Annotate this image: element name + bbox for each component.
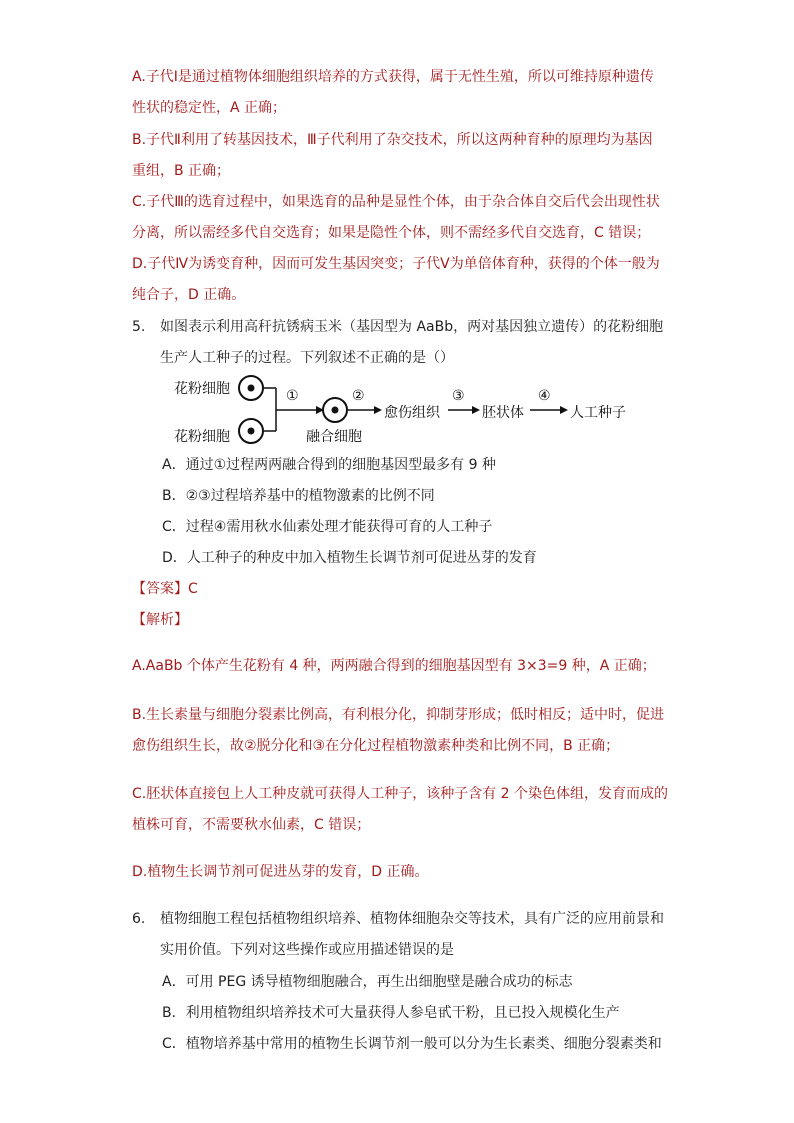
analysis-option-c-line1: C.子代Ⅲ的选育过程中，如果选育的品种是显性个体，由于杂合体自交后代会出现性状 [132,194,660,210]
question-5-option-a: A．通过①过程两两融合得到的细胞基因型最多有 9 种 [162,457,496,473]
pollen-cell-top-label: 花粉细胞 [174,381,230,397]
step-1-marker: ① [286,388,299,404]
step-3-marker: ③ [452,388,465,404]
step-2-marker: ② [352,388,365,404]
question-5-analysis-d: D.植物生长调节剂可促进丛芽的发育，D 正确。 [132,864,429,880]
question-5-analysis-c-line2: 植株可育，不需要秋水仙素，C 错误； [132,817,371,833]
question-5-option-d: D．人工种子的种皮中加入植物生长调节剂可促进丛芽的发育 [162,550,537,566]
embryoid-label: 胚状体 [482,405,524,421]
question-6-option-a: A．可用 PEG 诱导植物细胞融合，再生出细胞壁是融合成功的标志 [162,974,573,990]
question-5-analysis-c-line1: C.胚状体直接包上人工种皮就可获得人工种子，该种子含有 2 个染色体组，发育而成的 [132,786,669,802]
analysis-option-a-line1: A.子代Ⅰ是通过植物体细胞组织培养的方式获得，属于无性生殖，所以可维持原种遗传 [132,69,654,85]
question-5-analysis-b-line2: 愈伤组织生长，故②脱分化和③在分化过程植物激素种类和比例不同，B 正确； [132,738,620,754]
analysis-option-b-line2: 重组，B 正确； [132,163,231,179]
question-6-number: 6. [132,911,146,927]
step-4-marker: ④ [538,388,551,404]
question-5-number: 5. [132,319,146,335]
pollen-fusion-diagram [170,370,650,450]
analysis-option-b-line1: B.子代Ⅱ利用了转基因技术，Ⅲ子代利用了杂交技术，所以这两种育种的原理均为基因 [132,132,653,148]
question-6-option-c: C．植物培养基中常用的植物生长调节剂一般可以分为生长素类、细胞分裂素类和 [162,1036,662,1052]
question-5-answer: 【答案】C [132,581,198,597]
question-5-analysis-title: 【解析】 [132,612,188,628]
callus-label: 愈伤组织 [384,405,440,421]
analysis-option-d-line1: D.子代Ⅳ为诱变育种，因而可发生基因突变；子代Ⅴ为单倍体育种，获得的个体一般为 [132,256,660,272]
question-5-stem-line1: 如图表示利用高秆抗锈病玉米（基因型为 AaBb，两对基因独立遗传）的花粉细胞 [160,319,664,335]
artificial-seed-label: 人工种子 [570,405,626,421]
question-6-stem-line1: 植物细胞工程包括植物组织培养、植物体细胞杂交等技术，具有广泛的应用前景和 [160,911,664,927]
fused-cell-icon [322,397,348,423]
analysis-option-d-line2: 纯合子，D 正确。 [132,287,246,303]
analysis-option-a-line2: 性状的稳定性，A 正确； [132,100,287,116]
question-5-analysis-b-line1: B.生长素量与细胞分裂素比例高，有利根分化，抑制芽形成；低时相反；适中时，促进 [132,707,665,723]
question-5-option-b: B．②③过程培养基中的植物激素的比例不同 [162,488,435,504]
pollen-cell-bottom-label: 花粉细胞 [174,429,230,445]
question-5-stem-line2: 生产人工种子的过程。下列叙述不正确的是（） [160,350,454,366]
fused-cell-label: 融合细胞 [306,429,362,445]
analysis-option-c-line2: 分离，所以需经多代自交选育；如果是隐性个体，则不需经多代自交选育，C 错误； [132,225,651,241]
question-5-option-c: C．过程④需用秋水仙素处理才能获得可育的人工种子 [162,519,493,535]
question-5-analysis-a: A.AaBb 个体产生花粉有 4 种，两两融合得到的细胞基因型有 3×3=9 种，A 正确； [132,658,656,674]
question-6-option-b: B．利用植物组织培养技术可大量获得人参皂甙干粉，且已投入规模化生产 [162,1005,620,1021]
question-6-stem-line2: 实用价值。下列对这些操作或应用描述错误的是 [160,942,454,958]
